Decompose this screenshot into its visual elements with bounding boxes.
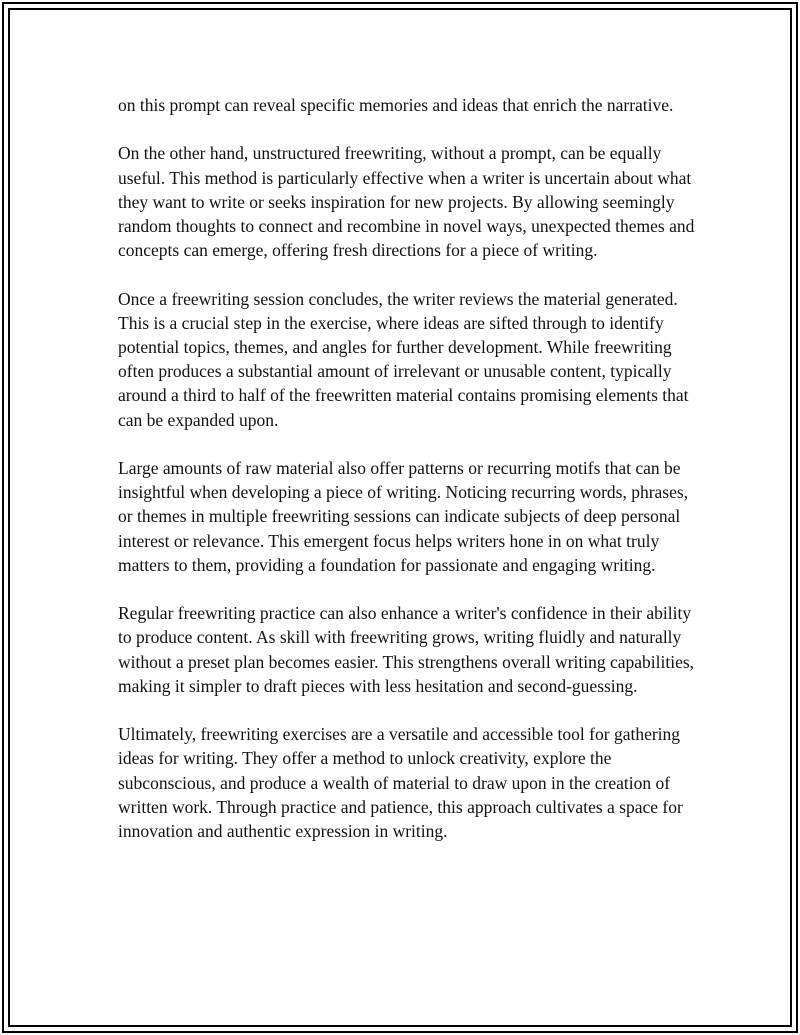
paragraph-3: Once a freewriting session concludes, the writer reviews the material generated. This is a crucial step in the exercise, where ideas are sifted through to identify potential topics, themes, and angles for further development. While freewriting often produces a substantial amount of irrelevant or unusable content, typically around a third to half of the freewritten material contains promising elements that can be expanded upon. — [118, 288, 689, 430]
paragraph-2: On the other hand, unstructured freewriting, without a prompt, can be equally useful. This method is particularly effective when a writer is uncertain about what they want to write or seeks inspiration for new projects. By allowing seemingly random thoughts to connect and recombine in novel ways, unexpected themes and concepts can emerge, offering fresh directions for a piece of writing. — [118, 143, 695, 261]
paragraph-4: Large amounts of raw material also offer patterns or recurring motifs that can be insightful when developing a piece of writing. Noticing recurring words, phrases, or themes in multiple freewriting sessions can indicate subjects of deep personal interest or relevance. This emergent focus helps writers hone in on what truly matters to them, providing a foundation for passionate and engaging writing. — [118, 458, 689, 575]
paragraph-1: on this prompt can reveal specific memories and ideas that enrich the narrative. — [118, 95, 674, 115]
document-body — [118, 93, 698, 843]
paragraph-6: Ultimately, freewriting exercises are a versatile and accessible tool for gathering ideas for writing. They offer a method to unlock creativity, explore the subconscious, and produce a wealth of material to draw upon in the creation of written work. Through practice and patience, this approach cultivates a space for innovation and authentic expression in writing. — [118, 724, 683, 842]
paragraph-5: Regular freewriting practice can also enhance a writer's confidence in their ability to produce content. As skill with freewriting grows, writing fluidly and naturally without a preset plan becomes easier. This strengthens overall writing capabilities, making it simpler to draft pieces with less hesitation and second-guessing. — [118, 603, 695, 696]
